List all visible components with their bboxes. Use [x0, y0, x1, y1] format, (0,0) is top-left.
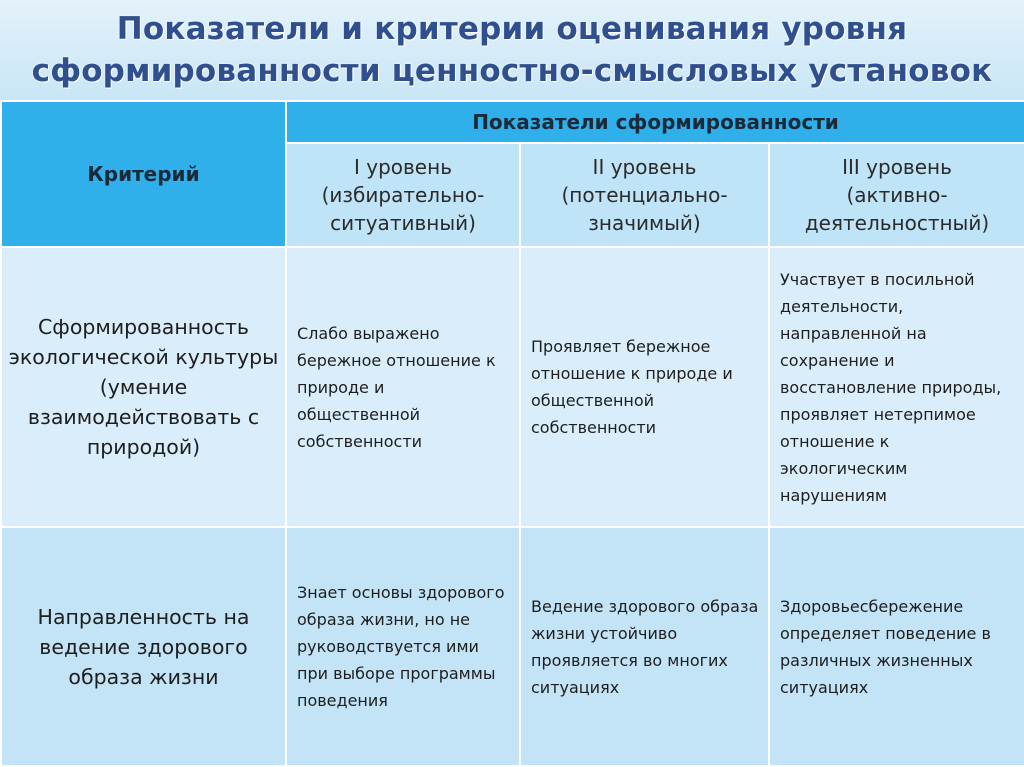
- cell-health-level-1: Знает основы здорового образа жизни, но не руководствуется ими при выборе программы поведения: [286, 527, 520, 766]
- level-1-title: I уровень: [354, 155, 452, 179]
- cell-health-level-2: Ведение здорового образа жизни устойчиво проявляется во многих ситуациях: [520, 527, 769, 766]
- table-row: [1, 247, 1024, 527]
- criterion-health: Направленность на ведение здорового образа жизни: [1, 527, 286, 766]
- indicators-header: Показатели сформированности: [286, 101, 1024, 143]
- level-1-desc-a: (избирательно-: [321, 183, 485, 207]
- level-2-title: II уровень: [592, 155, 697, 179]
- level-2-desc-b: значимый): [588, 211, 701, 235]
- title-area: [0, 0, 1024, 100]
- page-title-line2: сформированности ценностно-смысловых установок: [31, 53, 993, 89]
- criterion-header: Критерий: [1, 101, 286, 247]
- page-title: [0, 8, 1024, 92]
- level-3-title: III уровень: [842, 155, 952, 179]
- level-3-header: [769, 143, 1024, 247]
- level-2-desc-a: (потенциально-: [561, 183, 728, 207]
- cell-ecology-level-1: Слабо выражено бережное отношение к природе и общественной собственности: [286, 247, 520, 527]
- level-3-desc-a: (активно-: [846, 183, 948, 207]
- level-1-desc-b: ситуативный): [330, 211, 476, 235]
- level-1-header: [286, 143, 520, 247]
- level-2-header: [520, 143, 769, 247]
- criterion-ecology: Сформированность экологической культуры (умение взаимодействовать с природой): [1, 247, 286, 527]
- page-title-line1: Показатели и критерии оценивания уровня: [116, 11, 908, 47]
- table-row: [1, 527, 1024, 766]
- criteria-table: [0, 100, 1024, 767]
- cell-health-level-3: Здоровьесбережение определяет поведение в различных жизненных ситуациях: [769, 527, 1024, 766]
- level-3-desc-b: деятельностный): [804, 211, 990, 235]
- cell-ecology-level-3: Участвует в посильной деятельности, направленной на сохранение и восстановление природы, проявляет нетерпимое отношение к экологическим нарушениям: [769, 247, 1024, 527]
- cell-ecology-level-2: Проявляет бережное отношение к природе и общественной собственности: [520, 247, 769, 527]
